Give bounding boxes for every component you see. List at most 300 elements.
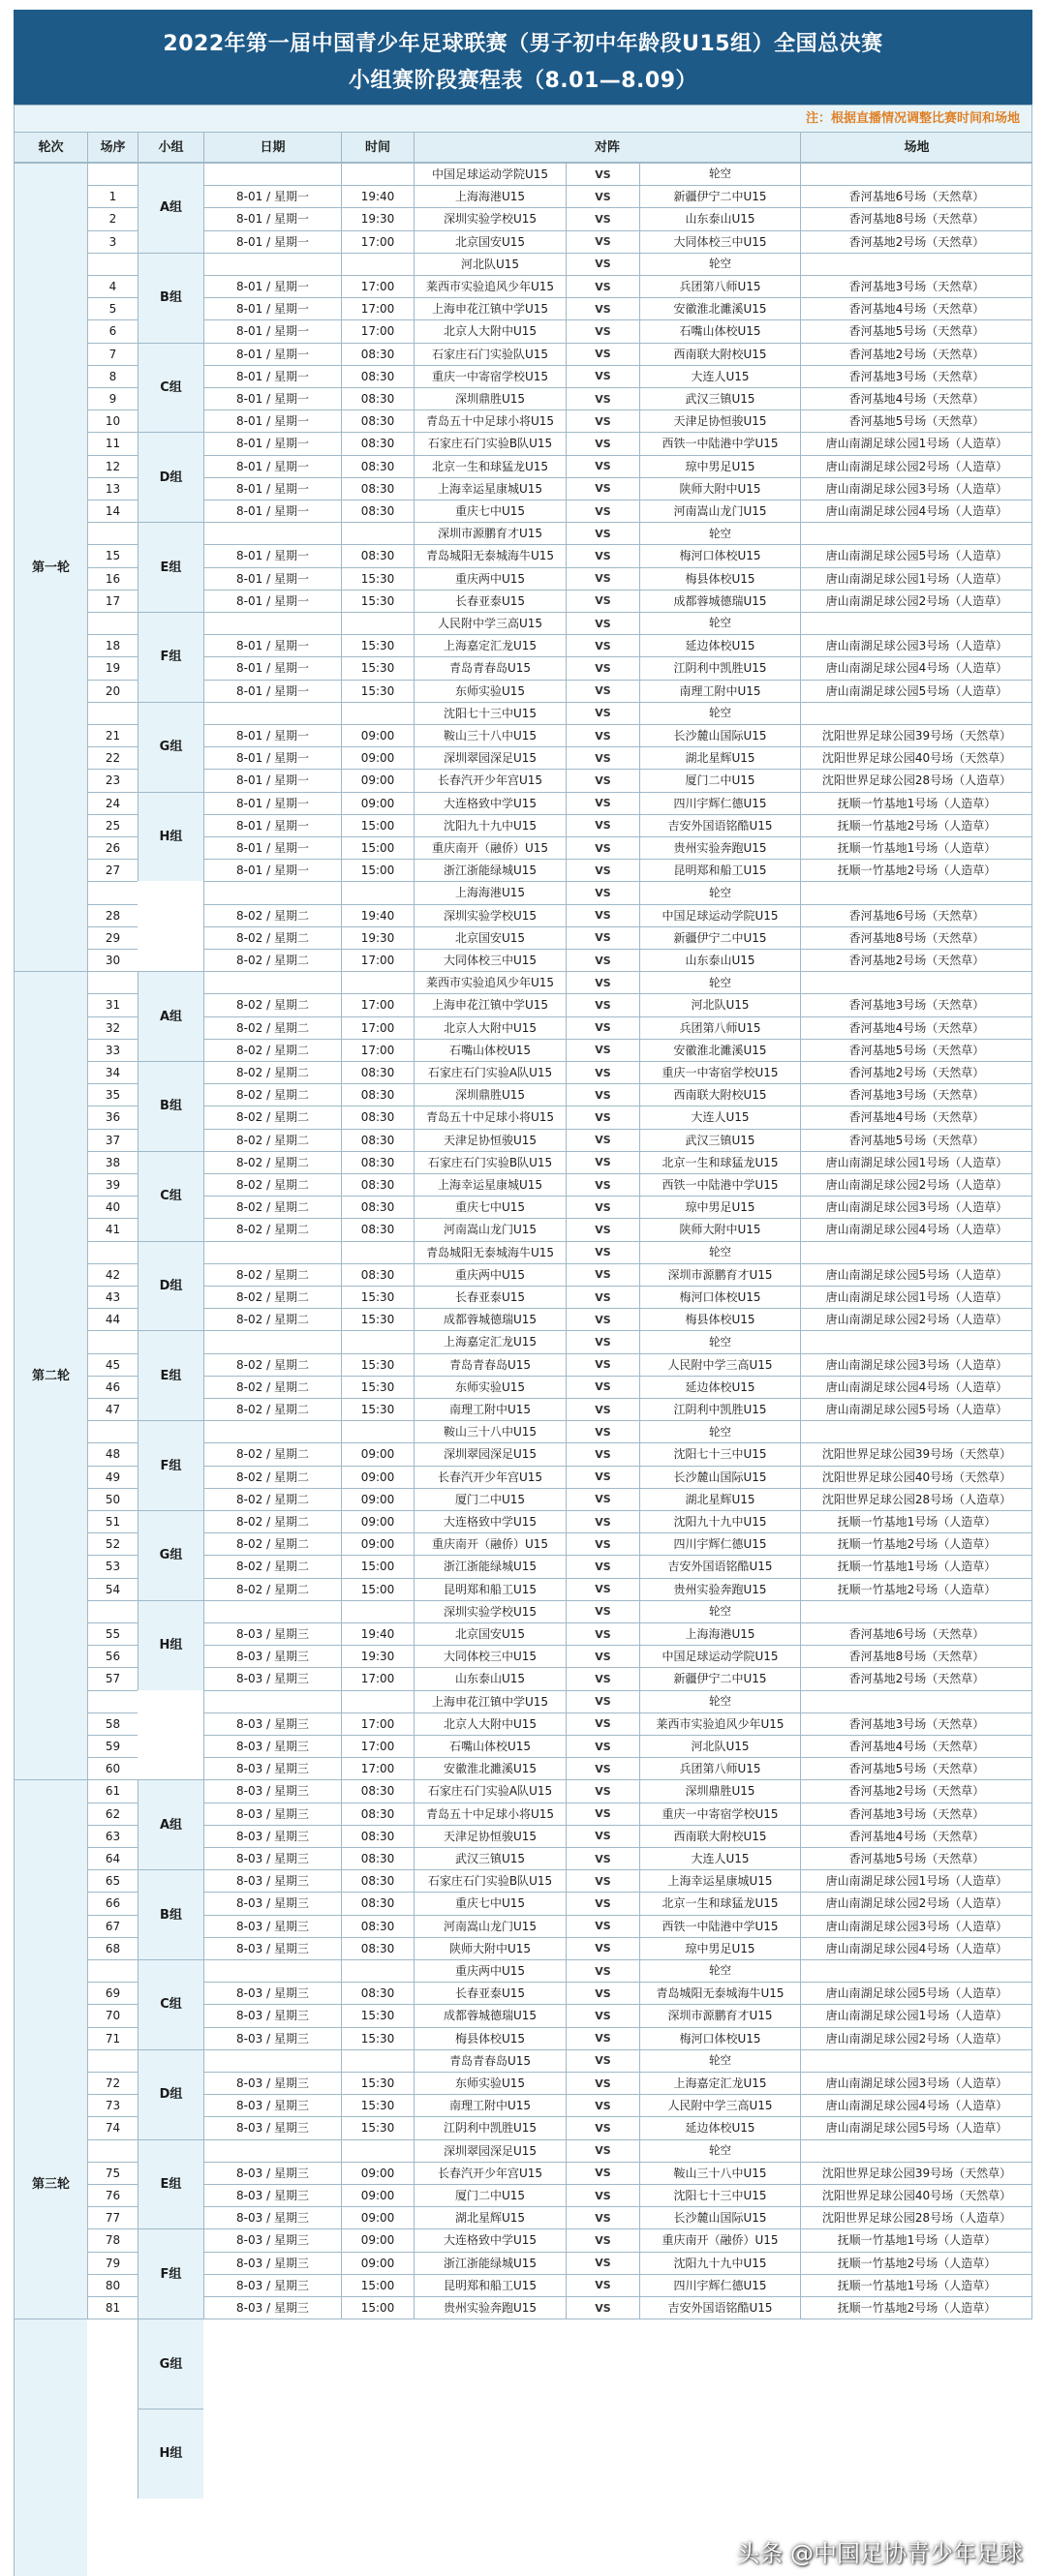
match-number: 56 — [87, 1645, 138, 1667]
match-time: 08:30 — [341, 1263, 414, 1286]
match-date: 8-03 / 星期三 — [203, 2228, 341, 2251]
venue: 沈阳世界足球公园39号场（天然草） — [800, 724, 1032, 746]
venue: 香河基地5号场（天然草） — [800, 1039, 1032, 1061]
match-time: 17:00 — [341, 1712, 414, 1735]
away-team: 吉安外国语铭酷U15 — [639, 2296, 800, 2318]
vs-label: VS — [566, 2094, 639, 2116]
match-time: 09:00 — [341, 1442, 414, 1465]
match-number: 35 — [87, 1083, 138, 1106]
match-number — [87, 522, 138, 544]
venue: 抚顺一竹基地2号场（人造草） — [800, 2252, 1032, 2274]
match-date: 8-02 / 星期二 — [203, 926, 341, 949]
match-number: 64 — [87, 1847, 138, 1869]
match-number: 66 — [87, 1892, 138, 1914]
match-time — [341, 1690, 414, 1712]
group-label: B组 — [138, 1061, 203, 1151]
home-team: 长春亚泰U15 — [414, 1286, 566, 1308]
home-team: 成都蓉城德瑞U15 — [414, 1308, 566, 1330]
vs-label: VS — [566, 409, 639, 432]
match-time: 15:30 — [341, 2004, 414, 2026]
match-number — [87, 1600, 138, 1622]
vs-label: VS — [566, 567, 639, 590]
venue: 唐山南湖足球公园4号场（人造草） — [800, 1218, 1032, 1240]
vs-label: VS — [566, 1129, 639, 1151]
venue: 香河基地6号场（天然草） — [800, 185, 1032, 207]
group-label: C组 — [138, 343, 203, 433]
bye-label: 轮空 — [639, 1690, 800, 1712]
vs-label: VS — [566, 1892, 639, 1914]
away-team: 梅县体校U15 — [639, 1308, 800, 1330]
vs-label: VS — [566, 163, 639, 185]
match-number: 65 — [87, 1869, 138, 1892]
group-label: E组 — [138, 522, 203, 612]
venue: 香河基地4号场（天然草） — [800, 297, 1032, 319]
match-date: 8-02 / 星期二 — [203, 1218, 341, 1240]
match-number: 67 — [87, 1915, 138, 1937]
vs-label: VS — [566, 1173, 639, 1196]
home-team: 东师实验U15 — [414, 680, 566, 702]
group-label: B组 — [138, 1869, 203, 1959]
away-team: 厦门二中U15 — [639, 769, 800, 791]
group-label: C组 — [138, 1151, 203, 1241]
match-date: 8-02 / 星期二 — [203, 1151, 341, 1173]
match-number: 73 — [87, 2094, 138, 2116]
match-date: 8-01 / 星期一 — [203, 724, 341, 746]
match-date: 8-03 / 星期三 — [203, 1735, 341, 1757]
venue: 香河基地5号场（天然草） — [800, 1757, 1032, 1779]
home-team: 厦门二中U15 — [414, 2184, 566, 2206]
venue: 唐山南湖足球公园3号场（人造草） — [800, 1196, 1032, 1218]
vs-label: VS — [566, 2206, 639, 2228]
away-team: 西南联大附校U15 — [639, 1083, 800, 1106]
home-team: 深圳鼎胜U15 — [414, 387, 566, 409]
match-date: 8-02 / 星期二 — [203, 1173, 341, 1196]
round-label: 第三轮 — [14, 1779, 87, 2576]
vs-label: VS — [566, 904, 639, 926]
vs-label: VS — [566, 1218, 639, 1240]
match-number: 68 — [87, 1937, 138, 1959]
vs-label: VS — [566, 432, 639, 454]
match-date: 8-02 / 星期二 — [203, 1353, 341, 1376]
vs-label: VS — [566, 1847, 639, 1869]
home-team: 天津足协恒骏U15 — [414, 1825, 566, 1847]
vs-label: VS — [566, 724, 639, 746]
match-number: 20 — [87, 680, 138, 702]
match-time: 15:30 — [341, 680, 414, 702]
vs-label: VS — [566, 2184, 639, 2206]
home-team: 陕师大附中U15 — [414, 1937, 566, 1959]
match-date: 8-01 / 星期一 — [203, 792, 341, 814]
venue — [800, 253, 1032, 275]
home-team: 深圳实验学校U15 — [414, 904, 566, 926]
match-number: 81 — [87, 2296, 138, 2318]
vs-label: VS — [566, 1667, 639, 1689]
match-number: 74 — [87, 2116, 138, 2138]
match-time: 09:00 — [341, 2184, 414, 2206]
match-number: 36 — [87, 1106, 138, 1128]
match-date: 8-01 / 星期一 — [203, 656, 341, 679]
bye-team: 重庆两中U15 — [414, 1959, 566, 1982]
match-date: 8-02 / 星期二 — [203, 1466, 341, 1488]
match-time: 15:30 — [341, 1376, 414, 1398]
venue: 唐山南湖足球公园4号场（人造草） — [800, 2094, 1032, 2116]
match-date: 8-01 / 星期一 — [203, 387, 341, 409]
match-number: 47 — [87, 1398, 138, 1420]
match-number — [87, 971, 138, 993]
home-team: 深圳翠园深足U15 — [414, 746, 566, 769]
match-time: 15:30 — [341, 1398, 414, 1420]
vs-label: VS — [566, 814, 639, 836]
home-team: 江阴利中凯胜U15 — [414, 2116, 566, 2138]
match-number: 25 — [87, 814, 138, 836]
venue: 香河基地2号场（天然草） — [800, 1779, 1032, 1802]
match-time: 09:00 — [341, 2252, 414, 2274]
match-date: 8-01 / 星期一 — [203, 500, 341, 522]
match-time — [341, 702, 414, 724]
venue: 唐山南湖足球公园3号场（人造草） — [800, 1915, 1032, 1937]
bye-label: 轮空 — [639, 2049, 800, 2072]
vs-label: VS — [566, 1353, 639, 1376]
vs-label: VS — [566, 2228, 639, 2251]
vs-label: VS — [566, 1308, 639, 1330]
match-date: 8-03 / 星期三 — [203, 2116, 341, 2138]
match-time: 08:30 — [341, 409, 414, 432]
match-number: 44 — [87, 1308, 138, 1330]
column-header-round: 轮次 — [14, 132, 87, 163]
bye-team: 青岛城阳无泰城海牛U15 — [414, 1241, 566, 1263]
home-team: 北京人大附中U15 — [414, 1016, 566, 1039]
match-date: 8-02 / 星期二 — [203, 1061, 341, 1083]
match-time: 08:30 — [341, 477, 414, 500]
match-date: 8-03 / 星期三 — [203, 2252, 341, 2274]
match-date: 8-02 / 星期二 — [203, 993, 341, 1015]
match-number: 52 — [87, 1532, 138, 1555]
away-team: 深圳市源鹏育才U15 — [639, 2004, 800, 2026]
vs-label: VS — [566, 1959, 639, 1982]
match-time: 09:00 — [341, 746, 414, 769]
away-team: 西南联大附校U15 — [639, 1825, 800, 1847]
match-number: 7 — [87, 343, 138, 365]
away-team: 南理工附中U15 — [639, 680, 800, 702]
match-time: 15:00 — [341, 2296, 414, 2318]
bye-team: 深圳市源鹏育才U15 — [414, 522, 566, 544]
match-number: 8 — [87, 365, 138, 387]
home-team: 长春汽开少年宫U15 — [414, 2162, 566, 2184]
match-date: 8-03 / 星期三 — [203, 2274, 341, 2296]
away-team: 重庆南开（融侨）U15 — [639, 2228, 800, 2251]
match-number: 69 — [87, 1982, 138, 2004]
match-time: 08:30 — [341, 343, 414, 365]
match-number: 57 — [87, 1667, 138, 1689]
venue: 香河基地3号场（天然草） — [800, 365, 1032, 387]
venue: 唐山南湖足球公园2号场（人造草） — [800, 1308, 1032, 1330]
away-team: 北京一生和球猛龙U15 — [639, 1151, 800, 1173]
match-number: 58 — [87, 1712, 138, 1735]
vs-label: VS — [566, 656, 639, 679]
away-team: 兵团第八师U15 — [639, 1016, 800, 1039]
bye-team: 上海海港U15 — [414, 881, 566, 903]
match-date: 8-01 / 星期一 — [203, 297, 341, 319]
home-team: 武汉三镇U15 — [414, 1847, 566, 1869]
vs-label: VS — [566, 1757, 639, 1779]
venue: 唐山南湖足球公园5号场（人造草） — [800, 2116, 1032, 2138]
venue: 香河基地2号场（天然草） — [800, 1667, 1032, 1689]
vs-label: VS — [566, 2296, 639, 2318]
column-header-date: 日期 — [203, 132, 341, 163]
away-team: 吉安外国语铭酷U15 — [639, 1555, 800, 1577]
match-time: 09:00 — [341, 1488, 414, 1510]
match-time: 19:40 — [341, 1622, 414, 1645]
home-team: 北京国安U15 — [414, 230, 566, 253]
venue: 沈阳世界足球公园28号场（人造草） — [800, 1488, 1032, 1510]
column-header-fixture: 对阵 — [414, 132, 800, 163]
bye-team: 沈阳七十三中U15 — [414, 702, 566, 724]
bye-label: 轮空 — [639, 1420, 800, 1442]
home-team: 大连格致中学U15 — [414, 1510, 566, 1532]
match-time: 15:30 — [341, 1286, 414, 1308]
match-number — [87, 2049, 138, 2072]
venue: 抚顺一竹基地2号场（人造草） — [800, 814, 1032, 836]
match-date: 8-01 / 星期一 — [203, 544, 341, 566]
venue — [800, 2049, 1032, 2072]
match-time: 08:30 — [341, 1915, 414, 1937]
match-number: 40 — [87, 1196, 138, 1218]
vs-label: VS — [566, 185, 639, 207]
match-number: 49 — [87, 1466, 138, 1488]
vs-label: VS — [566, 792, 639, 814]
bye-label: 轮空 — [639, 1330, 800, 1352]
match-number: 12 — [87, 455, 138, 477]
away-team: 陕师大附中U15 — [639, 1218, 800, 1240]
home-team: 鞍山三十八中U15 — [414, 724, 566, 746]
vs-label: VS — [566, 859, 639, 881]
match-date: 8-02 / 星期二 — [203, 1488, 341, 1510]
match-date: 8-01 / 星期一 — [203, 365, 341, 387]
venue: 香河基地3号场（天然草） — [800, 993, 1032, 1015]
match-date: 8-02 / 星期二 — [203, 1398, 341, 1420]
column-header-venue: 场地 — [800, 132, 1032, 163]
match-time: 08:30 — [341, 544, 414, 566]
match-number: 24 — [87, 792, 138, 814]
match-time: 19:40 — [341, 904, 414, 926]
match-date: 8-02 / 星期二 — [203, 1196, 341, 1218]
match-number: 71 — [87, 2027, 138, 2049]
home-team: 北京人大附中U15 — [414, 319, 566, 342]
venue: 香河基地5号场（天然草） — [800, 1129, 1032, 1151]
away-team: 武汉三镇U15 — [639, 1129, 800, 1151]
venue: 香河基地4号场（天然草） — [800, 1825, 1032, 1847]
match-number: 76 — [87, 2184, 138, 2206]
vs-label: VS — [566, 836, 639, 859]
match-number: 78 — [87, 2228, 138, 2251]
match-time: 08:30 — [341, 1151, 414, 1173]
away-team: 兵团第八师U15 — [639, 275, 800, 297]
match-date — [203, 1600, 341, 1622]
match-time: 08:30 — [341, 1847, 414, 1869]
vs-label: VS — [566, 769, 639, 791]
vs-label: VS — [566, 1735, 639, 1757]
venue: 唐山南湖足球公园3号场（人造草） — [800, 477, 1032, 500]
match-date: 8-02 / 星期二 — [203, 904, 341, 926]
home-team: 浙江浙能绿城U15 — [414, 1555, 566, 1577]
match-time: 08:30 — [341, 1937, 414, 1959]
venue: 沈阳世界足球公园39号场（天然草） — [800, 1442, 1032, 1465]
vs-label: VS — [566, 387, 639, 409]
vs-label: VS — [566, 500, 639, 522]
match-date: 8-03 / 星期三 — [203, 1645, 341, 1667]
match-number: 27 — [87, 859, 138, 881]
match-number: 32 — [87, 1016, 138, 1039]
group-label: B组 — [138, 253, 203, 343]
match-number: 34 — [87, 1061, 138, 1083]
match-number: 18 — [87, 634, 138, 656]
away-team: 长沙麓山国际U15 — [639, 724, 800, 746]
match-time — [341, 881, 414, 903]
table-border-bottom — [14, 2318, 1032, 2319]
vs-label: VS — [566, 2162, 639, 2184]
match-date — [203, 253, 341, 275]
column-header-match-no: 场序 — [87, 132, 138, 163]
match-number: 37 — [87, 1129, 138, 1151]
match-date — [203, 1959, 341, 1982]
match-number: 31 — [87, 993, 138, 1015]
match-date: 8-03 / 星期三 — [203, 2072, 341, 2094]
vs-label: VS — [566, 455, 639, 477]
match-time: 15:00 — [341, 2274, 414, 2296]
away-team: 人民附中学三高U15 — [639, 1353, 800, 1376]
match-number — [87, 612, 138, 634]
bye-label: 轮空 — [639, 522, 800, 544]
match-number — [87, 881, 138, 903]
home-team: 上海申花江镇中学U15 — [414, 297, 566, 319]
match-time: 08:30 — [341, 365, 414, 387]
match-number: 72 — [87, 2072, 138, 2094]
away-team: 人民附中学三高U15 — [639, 2094, 800, 2116]
match-number: 61 — [87, 1779, 138, 1802]
bye-team: 人民附中学三高U15 — [414, 612, 566, 634]
vs-label: VS — [566, 2027, 639, 2049]
bye-label: 轮空 — [639, 881, 800, 903]
match-time: 09:00 — [341, 2206, 414, 2228]
vs-label: VS — [566, 634, 639, 656]
vs-label: VS — [566, 1151, 639, 1173]
bye-label: 轮空 — [639, 1600, 800, 1622]
match-number: 39 — [87, 1173, 138, 1196]
match-date — [203, 163, 341, 185]
match-number: 29 — [87, 926, 138, 949]
away-team: 安徽淮北濉溪U15 — [639, 297, 800, 319]
round-label: 第一轮 — [14, 163, 87, 971]
vs-label: VS — [566, 1488, 639, 1510]
match-date: 8-01 / 星期一 — [203, 746, 341, 769]
match-date: 8-02 / 星期二 — [203, 1442, 341, 1465]
match-number: 23 — [87, 769, 138, 791]
bye-label: 轮空 — [639, 1959, 800, 1982]
home-team: 成都蓉城德瑞U15 — [414, 2004, 566, 2026]
vs-label: VS — [566, 1196, 639, 1218]
match-date: 8-03 / 星期三 — [203, 1667, 341, 1689]
venue: 唐山南湖足球公园5号场（人造草） — [800, 680, 1032, 702]
match-time: 17:00 — [341, 319, 414, 342]
venue: 香河基地4号场（天然草） — [800, 1016, 1032, 1039]
venue: 香河基地2号场（天然草） — [800, 343, 1032, 365]
bye-label: 轮空 — [639, 612, 800, 634]
home-team: 昆明郑和船工U15 — [414, 1578, 566, 1600]
match-number: 53 — [87, 1555, 138, 1577]
away-team: 吉安外国语铭酷U15 — [639, 814, 800, 836]
venue: 抚顺一竹基地2号场（人造草） — [800, 2296, 1032, 2318]
match-time — [341, 971, 414, 993]
venue: 唐山南湖足球公园2号场（人造草） — [800, 590, 1032, 612]
away-team: 深圳市源鹏育才U15 — [639, 1263, 800, 1286]
home-team: 大同体校三中U15 — [414, 1645, 566, 1667]
venue: 沈阳世界足球公园40号场（天然草） — [800, 746, 1032, 769]
home-team: 重庆七中U15 — [414, 500, 566, 522]
match-time: 17:00 — [341, 1039, 414, 1061]
away-team: 四川宇辉仁德U15 — [639, 2274, 800, 2296]
match-number: 14 — [87, 500, 138, 522]
venue — [800, 1241, 1032, 1263]
match-time: 19:30 — [341, 1645, 414, 1667]
match-date: 8-03 / 星期三 — [203, 1892, 341, 1914]
home-team: 厦门二中U15 — [414, 1488, 566, 1510]
vs-label: VS — [566, 2004, 639, 2026]
home-team: 北京人大附中U15 — [414, 1712, 566, 1735]
match-number: 55 — [87, 1622, 138, 1645]
away-team: 北京一生和球猛龙U15 — [639, 1892, 800, 1914]
match-time: 15:00 — [341, 859, 414, 881]
venue: 唐山南湖足球公园2号场（人造草） — [800, 455, 1032, 477]
match-number: 45 — [87, 1353, 138, 1376]
home-team: 重庆两中U15 — [414, 567, 566, 590]
match-time — [341, 253, 414, 275]
away-team: 武汉三镇U15 — [639, 387, 800, 409]
match-number: 15 — [87, 544, 138, 566]
match-time: 15:30 — [341, 2116, 414, 2138]
vs-label: VS — [566, 702, 639, 724]
match-time: 15:00 — [341, 1578, 414, 1600]
match-date: 8-02 / 星期二 — [203, 1083, 341, 1106]
match-date: 8-02 / 星期二 — [203, 949, 341, 971]
away-team: 琼中男足U15 — [639, 455, 800, 477]
match-number: 2 — [87, 207, 138, 229]
match-date — [203, 1330, 341, 1352]
match-date: 8-03 / 星期三 — [203, 2206, 341, 2228]
watermark: 头条 @中国足协青少年足球 — [736, 2540, 1023, 2567]
group-label: H组 — [138, 1600, 203, 1690]
group-label: G组 — [138, 702, 203, 792]
bye-team: 深圳翠园深足U15 — [414, 2139, 566, 2162]
match-date: 8-01 / 星期一 — [203, 185, 341, 207]
venue: 香河基地3号场（天然草） — [800, 275, 1032, 297]
venue: 香河基地4号场（天然草） — [800, 387, 1032, 409]
away-team: 新疆伊宁二中U15 — [639, 185, 800, 207]
venue: 唐山南湖足球公园1号场（人造草） — [800, 1151, 1032, 1173]
bye-team: 中国足球运动学院U15 — [414, 163, 566, 185]
vs-label: VS — [566, 207, 639, 229]
vs-label: VS — [566, 522, 639, 544]
match-number — [87, 1420, 138, 1442]
match-date — [203, 612, 341, 634]
match-number: 5 — [87, 297, 138, 319]
home-team: 安徽淮北濉溪U15 — [414, 1757, 566, 1779]
vs-label: VS — [566, 926, 639, 949]
away-team: 江阴利中凯胜U15 — [639, 1398, 800, 1420]
match-time — [341, 1241, 414, 1263]
home-team: 深圳翠园深足U15 — [414, 1442, 566, 1465]
home-team: 沈阳九十九中U15 — [414, 814, 566, 836]
match-time: 09:00 — [341, 1532, 414, 1555]
